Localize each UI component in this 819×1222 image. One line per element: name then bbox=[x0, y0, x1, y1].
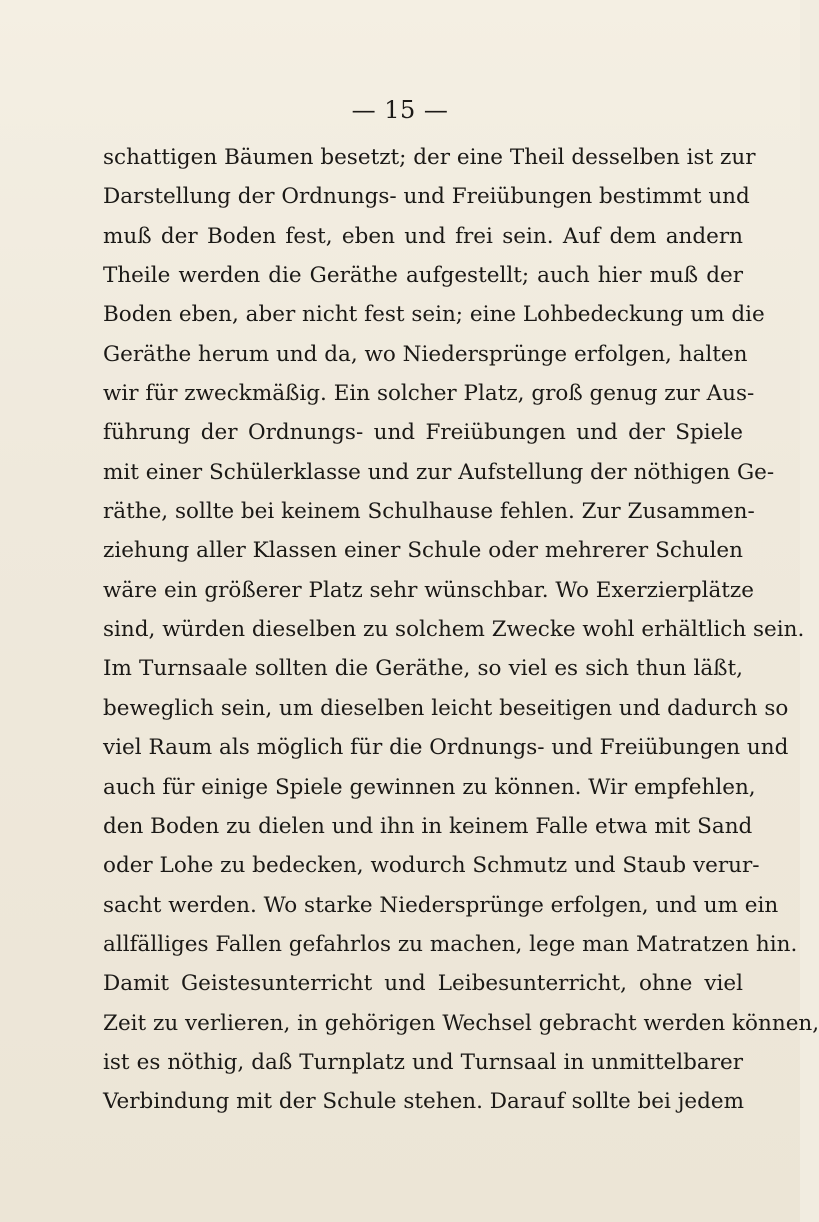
text-line: allfälliges Fallen gefahrlos zu machen, lege man Matratzen hin. bbox=[103, 931, 798, 957]
text-line: Im Turnsaale sollten die Geräthe, so viel es sich thun läßt, bbox=[103, 656, 743, 682]
text-line: Verbindung mit der Schule stehen. Darauf sollte bei jedem bbox=[103, 1089, 744, 1115]
text-line: ist es nöthig, daß Turnplatz und Turnsaal in unmittelbarer bbox=[103, 1049, 743, 1075]
text-line: sacht werden. Wo starke Niedersprünge erfolgen, und um ein bbox=[103, 892, 779, 918]
text-line: Boden eben, aber nicht fest sein; eine Lohbedeckung um die bbox=[103, 302, 765, 328]
text-line: Damit Geistesunterricht und Leibesunterricht, ohne viel bbox=[103, 971, 743, 997]
text-line: Geräthe herum und da, wo Niedersprünge erfolgen, halten bbox=[103, 341, 748, 367]
text-line: räthe, sollte bei keinem Schulhause fehlen. Zur Zusammen- bbox=[103, 499, 755, 525]
text-line: schattigen Bäumen besetzt; der eine Theil desselben ist zur bbox=[103, 145, 756, 170]
text-line: wir für zweckmäßig. Ein solcher Platz, groß genug zur Aus- bbox=[103, 381, 755, 407]
text-line: Theile werden die Geräthe aufgestellt; auch hier muß der bbox=[103, 263, 743, 289]
body-text bbox=[103, 138, 819, 1122]
text-line: muß der Boden fest, eben und frei sein. Auf dem andern bbox=[103, 223, 743, 249]
text-line: Darstellung der Ordnungs- und Freiübungen bestimmt und bbox=[103, 184, 750, 210]
text-line: ziehung aller Klassen einer Schule oder mehrerer Schulen bbox=[103, 538, 743, 564]
text-line: den Boden zu dielen und ihn in keinem Falle etwa mit Sand bbox=[103, 813, 753, 839]
text-line: beweglich sein, um dieselben leicht beseitigen und dadurch so bbox=[103, 695, 789, 721]
text-line: auch für einige Spiele gewinnen zu können. Wir empfehlen, bbox=[103, 774, 756, 800]
text-line: mit einer Schülerklasse und zur Aufstellung der nöthigen Ge- bbox=[103, 459, 775, 485]
text-line: wäre ein größerer Platz sehr wünschbar. Wo Exerzierplätze bbox=[103, 577, 754, 603]
text-line: führung der Ordnungs- und Freiübungen und der Spiele bbox=[103, 420, 743, 446]
text-line: viel Raum als möglich für die Ordnungs- und Freiübungen und bbox=[103, 735, 789, 761]
text-line: oder Lohe zu bedecken, wodurch Schmutz und Staub verur- bbox=[103, 853, 760, 879]
text-line: Zeit zu verlieren, in gehörigen Wechsel gebracht werden können, bbox=[103, 1010, 819, 1036]
text-line: sind, würden dieselben zu solchem Zwecke wohl erhältlich sein. bbox=[103, 617, 805, 643]
page-number: — 15 — bbox=[351, 96, 449, 124]
